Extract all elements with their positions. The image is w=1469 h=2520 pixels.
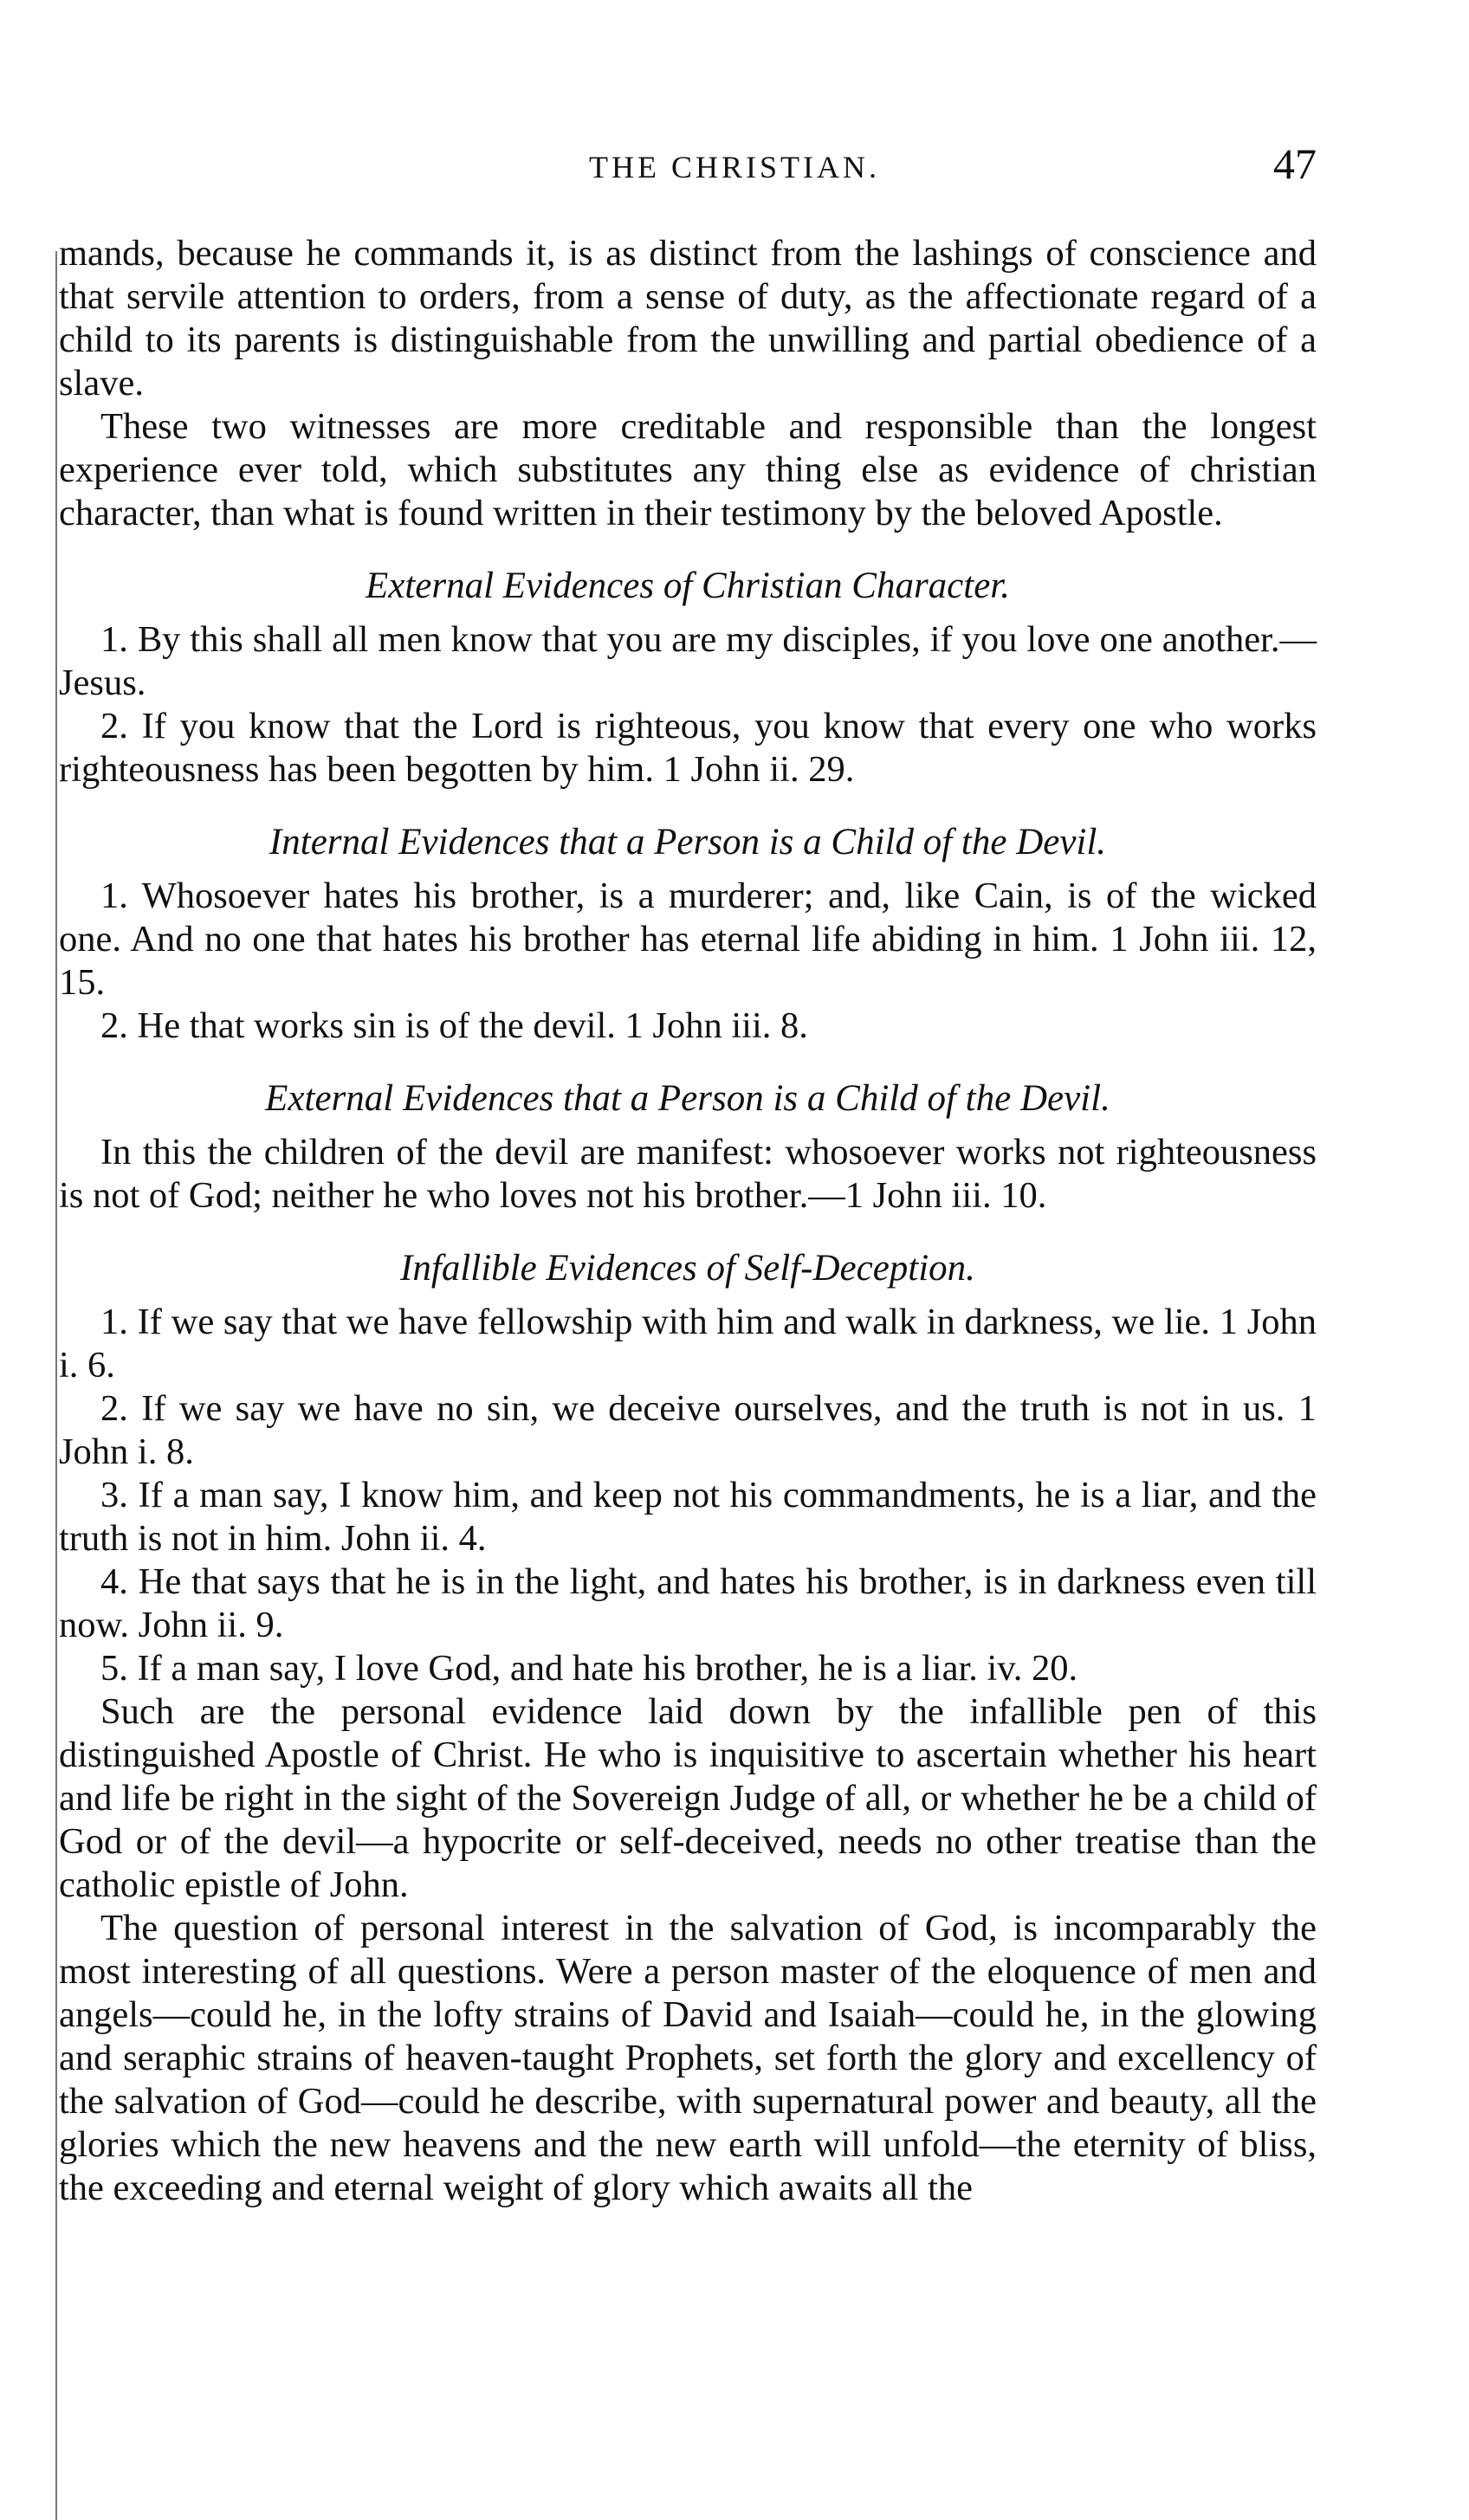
list-item: 3. If a man say, I know him, and keep not his commandments, he is a liar, and the truth is not in him. John ii. 4. [59, 1475, 1317, 1559]
list-item: 4. He that says that he is in the light, and hates his brother, is in darkness even till now. John ii. 9. [59, 1561, 1317, 1645]
section-heading: Internal Evidences that a Person is a Child of the Devil. [269, 822, 1107, 863]
list-item: 5. If a man say, I love God, and hate his brother, he is a liar. iv. 20. [100, 1648, 1078, 1689]
running-title: THE CHRISTIAN. [589, 150, 880, 184]
paragraph: Such are the personal evidence laid down by the infallible pen of this distinguished Apostle of Christ. He who is inquisitive to ascertain whether his heart and life be right in the sight of the Sovereign Judge of all, or whether he be a child of God or of the devil—a hypocrite or self-deceived, needs no other treatise than the catholic epistle of John. [59, 1691, 1317, 1905]
section-heading: Infallible Evidences of Self-Deception. [400, 1248, 975, 1289]
list-item: 1. By this shall all men know that you are my disciples, if you love one another.—Jesus. [59, 619, 1317, 703]
page-number: 47 [1273, 139, 1317, 188]
body-text [59, 232, 1317, 2210]
section-heading: External Evidences that a Person is a Child of the Devil. [265, 1078, 1110, 1119]
paragraph: mands, because he commands it, is as distinct from the lashings of conscience and that servile attention to orders, from a sense of duty, as the affectionate regard of a child to its parents is distinguishable from the unwilling and partial obedience of a slave. [59, 233, 1317, 404]
paragraph: These two witnesses are more creditable and responsible than the longest experience ever told, which substitutes any thing else as evidence of christian character, than what is found written in their testimony by the beloved Apostle. [59, 406, 1317, 533]
list-item: 2. If we say we have no sin, we deceive ourselves, and the truth is not in us. 1 John i. 8. [59, 1388, 1317, 1472]
binding-edge [55, 251, 57, 2520]
list-item: 2. If you know that the Lord is righteous, you know that every one who works righteousness has been begotten by him. 1 John ii. 29. [59, 706, 1317, 790]
list-item: 2. He that works sin is of the devil. 1 John iii. 8. [100, 1005, 808, 1046]
list-item: In this the children of the devil are manifest: whosoever works not righteousness is not of God; neither he who loves not his brother.—1 John iii. 10. [59, 1132, 1317, 1216]
section-heading: External Evidences of Christian Character. [365, 565, 1011, 606]
list-item: 1. Whosoever hates his brother, is a murderer; and, like Cain, is of the wicked one. And no one that hates his brother has eternal life abiding in him. 1 John iii. 12, 15. [59, 876, 1317, 1003]
paragraph: The question of personal interest in the salvation of God, is incomparably the most interesting of all questions. Were a person master of the eloquence of men and angels—could he, in the lofty strains of David and Isaiah—could he, in the glowing and seraphic strains of heaven-taught Prophets, set forth the glory and excellency of the salvation of God—could he describe, with supernatural power and beauty, all the glories which the new heavens and the new earth will unfold—the eternity of bliss, the exceeding and eternal weight of glory which awaits all the [59, 1908, 1317, 2208]
list-item: 1. If we say that we have fellowship with him and walk in darkness, we lie. 1 John i. 6. [59, 1302, 1317, 1386]
